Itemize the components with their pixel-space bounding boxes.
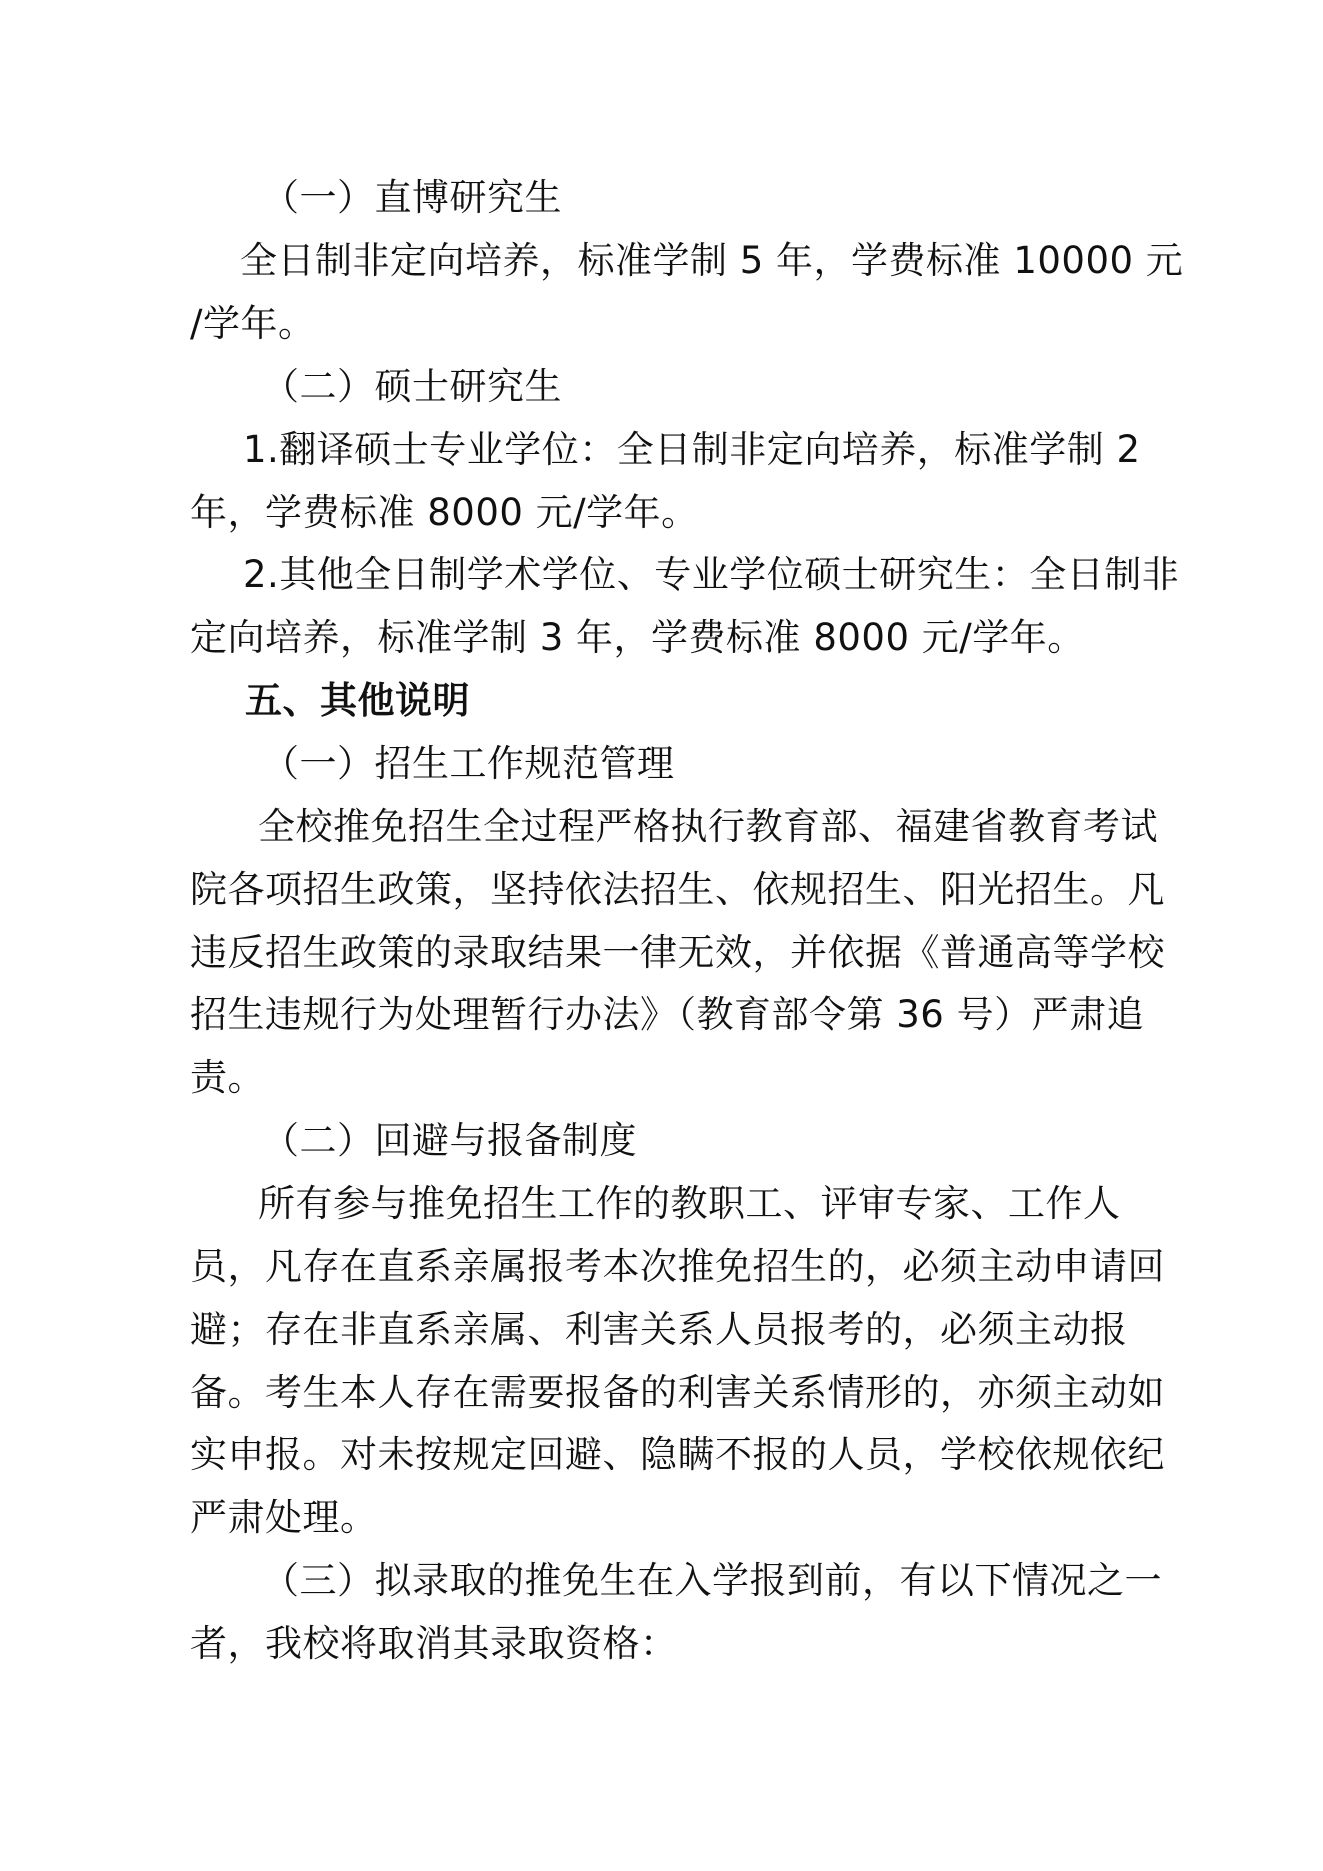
paragraph-line: 全校推免招生全过程严格执行教育部、福建省教育考试 (258, 805, 1158, 848)
paragraph-line: 1.翻译硕士专业学位：全日制非定向培养，标准学制 2 (243, 428, 1141, 471)
paragraph-line: 定向培养，标准学制 3 年，学费标准 8000 元/学年。 (190, 616, 1085, 659)
paragraph-line: /学年。 (190, 302, 316, 345)
paragraph-line: 所有参与推免招生工作的教职工、评审专家、工作人 (258, 1182, 1121, 1225)
paragraph-line: 院各项招生政策，坚持依法招生、依规招生、阳光招生。凡 (190, 868, 1165, 911)
paragraph-line: 全日制非定向培养，标准学制 5 年，学费标准 10000 元 (240, 239, 1184, 282)
paragraph-line: （三）拟录取的推免生在入学报到前，有以下情况之一 (262, 1559, 1162, 1602)
paragraph-line: 避；存在非直系亲属、利害关系人员报考的，必须主动报 (190, 1308, 1128, 1351)
paragraph-line: 招生违规行为处理暂行办法》（教育部令第 36 号）严肃追 (190, 993, 1145, 1036)
paragraph-line: 违反招生政策的录取结果一律无效，并依据《普通高等学校 (190, 931, 1165, 974)
section-heading-shuoshi: （二）硕士研究生 (262, 365, 562, 408)
paragraph-line: 严肃处理。 (190, 1496, 378, 1539)
section-heading-zhibo: （一）直博研究生 (262, 176, 562, 219)
paragraph-line: 责。 (190, 1056, 265, 1099)
paragraph-line: 实申报。对未按规定回避、隐瞒不报的人员，学校依规依纪 (190, 1433, 1165, 1476)
section-heading-huibi: （二）回避与报备制度 (262, 1119, 637, 1162)
section-heading-guifan: （一）招生工作规范管理 (262, 742, 675, 785)
paragraph-line: 2.其他全日制学术学位、专业学位硕士研究生：全日制非 (243, 553, 1180, 596)
paragraph-line: 年，学费标准 8000 元/学年。 (190, 491, 699, 534)
paragraph-line: 员，凡存在直系亲属报考本次推免招生的，必须主动申请回 (190, 1245, 1165, 1288)
paragraph-line: 备。考生本人存在需要报备的利害关系情形的，亦须主动如 (190, 1371, 1165, 1414)
paragraph-line: 者，我校将取消其录取资格： (190, 1622, 678, 1665)
section-heading-other: 五、其他说明 (245, 679, 470, 722)
